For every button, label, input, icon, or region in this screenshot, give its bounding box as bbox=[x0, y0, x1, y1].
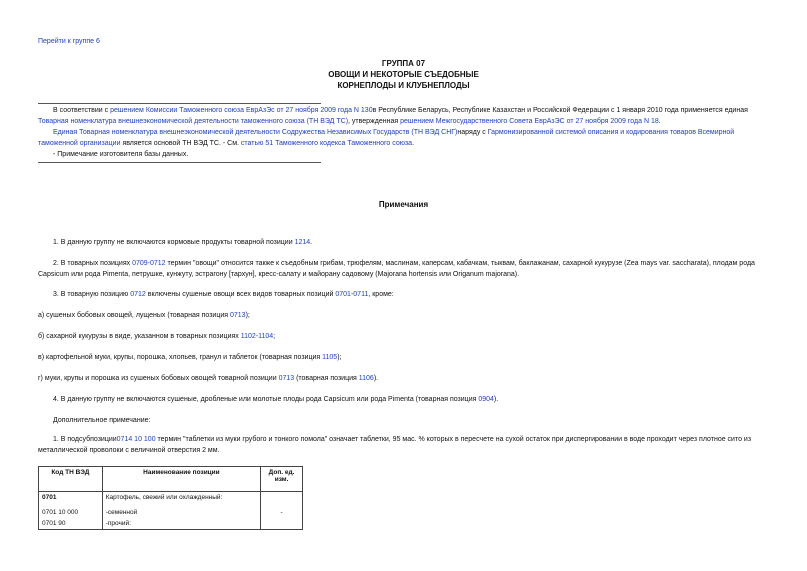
note-text: ). bbox=[493, 396, 499, 403]
note-text: 1. В подсубпозиции bbox=[53, 436, 117, 443]
note-1 bbox=[38, 237, 770, 248]
preamble-text: В соответствии с bbox=[53, 107, 111, 114]
preamble-paragraph-2 bbox=[38, 127, 770, 149]
position-0904-link[interactable]: 0904 bbox=[478, 396, 494, 403]
note-3g bbox=[38, 373, 770, 384]
note-text: , кроме: bbox=[368, 291, 394, 298]
notes-heading: Примечания bbox=[378, 200, 429, 209]
code-cell: 0701 90 bbox=[39, 518, 103, 530]
name-cell: -семенной bbox=[102, 503, 260, 518]
table-row bbox=[39, 492, 303, 504]
note-text: в) картофельной муки, крупы, порошка, хлопьев, гранул и таблеток (товарная позиция bbox=[38, 354, 323, 361]
unit-cell bbox=[261, 492, 303, 504]
unit-cell bbox=[261, 518, 303, 530]
preamble-text: . bbox=[412, 140, 415, 147]
code-cell bbox=[39, 492, 103, 504]
note-text: а) сушеных бобовых овощей, лущеных (товарная позиция bbox=[38, 312, 230, 319]
positions-0701-0711-link[interactable]: 0701-0711 bbox=[335, 291, 369, 298]
header-unit: Доп. ед. изм. bbox=[261, 467, 303, 492]
preamble-text: наряду с bbox=[457, 129, 488, 136]
unit-cell: - bbox=[261, 503, 303, 518]
positions-0709-0712-link[interactable]: 0709-0712 bbox=[132, 260, 166, 267]
customs-code-article-link[interactable]: статью 51 Таможенного кодекса Таможенного союза bbox=[240, 140, 413, 147]
note-text: б) сахарной кукурузы в виде, указанном в товарных позициях bbox=[38, 333, 241, 340]
group-title-number: ГРУППА 07 bbox=[381, 59, 426, 68]
preamble-text: в Республике Беларусь, Республике Казахстан и Российской Федерации с 1 января 2010 года применяется единая bbox=[372, 107, 748, 114]
note-text: включены сушеные овощи всех видов товарных позиций bbox=[145, 291, 336, 298]
note-text: ); bbox=[337, 354, 342, 361]
additional-note-heading: Дополнительное примечание: bbox=[53, 417, 151, 424]
note-text: ). bbox=[373, 375, 379, 382]
tnved-sng-link[interactable]: Единая Товарная номенклатура внешнеэкономической деятельности Содружества Независимых Государств (ТН ВЭД СНГ) bbox=[53, 129, 458, 136]
preamble-text: , утвержденная bbox=[348, 118, 401, 125]
database-note: - Примечание изготовителя базы данных. bbox=[53, 151, 189, 158]
table-row bbox=[39, 518, 303, 530]
name-cell: -прочий: bbox=[102, 518, 260, 530]
subposition-0714-10-100-link[interactable]: 0714 10 100 bbox=[116, 436, 156, 443]
note-3b bbox=[38, 331, 770, 342]
note-text: 4. В данную группу не включаются сушеные, дробленые или молотые плоды рода Capsicum или рода Pimenta (товарная позиция bbox=[53, 396, 479, 403]
prev-group-link[interactable]: Перейти к группе 6 bbox=[38, 38, 100, 45]
code-cell: 0701 10 000 bbox=[39, 503, 103, 518]
tnved-ts-link[interactable]: Товарная номенклатура внешнеэкономической деятельности таможенного союза (ТН ВЭД ТС) bbox=[38, 118, 349, 125]
positions-1102-1104-link[interactable]: 1102-1104 bbox=[240, 333, 274, 340]
position-0713-link[interactable]: 0713 bbox=[229, 312, 246, 319]
note-3 bbox=[38, 289, 770, 300]
additional-note-1 bbox=[38, 434, 770, 456]
header-code: Код ТН ВЭД bbox=[39, 467, 103, 492]
preamble-paragraph-1 bbox=[38, 105, 770, 127]
note-2 bbox=[38, 258, 770, 280]
position-1106-link[interactable]: 1106 bbox=[358, 375, 374, 382]
note-text: 3. В товарную позицию bbox=[53, 291, 131, 298]
note-text: термин "овощи" относится также к съедобным грибам, трюфелям, маслинам, каперсам, кабачкам, тыквам, баклажанам, сахарной кукурузе (Zea mays var. saccharata), плодам рода Capsicum или рода Pimenta, петрушке, кунжуту, эстрагону [тархун], кресс-салату и майорану садовому (Majorana hortensis или Origanum majorana). bbox=[38, 260, 755, 278]
note-text: 1. В данную группу не включаются кормовые продукты товарной позиции bbox=[53, 239, 295, 246]
position-0712-link[interactable]: 0712 bbox=[130, 291, 146, 298]
note-text: термин "таблетки из муки грубого и тонкого помола" означает таблетки, 95 мас. % которых в пересчете на сухой остаток при диспергировании в воде проходит через плотное сито из металлической проволоки с величиной отверстия 2 мм. bbox=[38, 436, 752, 454]
preamble-text: является основой ТН ВЭД ТС. - См. bbox=[120, 140, 241, 147]
note-text: 2. В товарных позициях bbox=[53, 260, 133, 267]
table-row bbox=[39, 503, 303, 518]
group-title bbox=[0, 58, 807, 91]
divider-bottom bbox=[38, 162, 321, 163]
tnved-table bbox=[38, 466, 303, 530]
name-cell: Картофель, свежий или охлажденный: bbox=[102, 492, 260, 504]
harmonized-system-link[interactable]: Гармонизированной системой описания и кодирования товаров Всемирной таможенной организации bbox=[38, 129, 735, 147]
group-title-line-3: КОРНЕПЛОДЫ И КЛУБНЕПЛОДЫ bbox=[337, 81, 470, 90]
position-1105-link[interactable]: 1105 bbox=[322, 354, 338, 361]
divider-top bbox=[38, 103, 321, 104]
note-text: г) муки, крупы и порошка из сушеных бобовых овощей товарной позиции bbox=[38, 375, 279, 382]
header-name: Наименование позиции bbox=[102, 467, 260, 492]
note-text: (товарная позиция bbox=[294, 375, 359, 382]
note-4 bbox=[38, 394, 770, 405]
code-value: 0701 bbox=[42, 494, 57, 501]
table-header-row bbox=[39, 467, 303, 492]
note-text: ); bbox=[245, 312, 250, 319]
position-0713-link[interactable]: 0713 bbox=[278, 375, 295, 382]
note-3a bbox=[38, 310, 770, 321]
group-title-line-2: ОВОЩИ И НЕКОТОРЫЕ СЪЕДОБНЫЕ bbox=[328, 70, 479, 79]
note-3v bbox=[38, 352, 770, 363]
preamble-text: . bbox=[658, 118, 661, 125]
note-text: . bbox=[310, 239, 313, 246]
position-1214-link[interactable]: 1214 bbox=[294, 239, 311, 246]
council-decision-link[interactable]: решением Межгосударственного Совета ЕврАзЭС от 27 ноября 2009 года N 18 bbox=[400, 118, 659, 125]
commission-decision-link[interactable]: решением Комиссии Таможенного союза ЕврАзЭс от 27 ноября 2009 года N 130 bbox=[110, 107, 373, 114]
note-text: ; bbox=[273, 333, 276, 340]
